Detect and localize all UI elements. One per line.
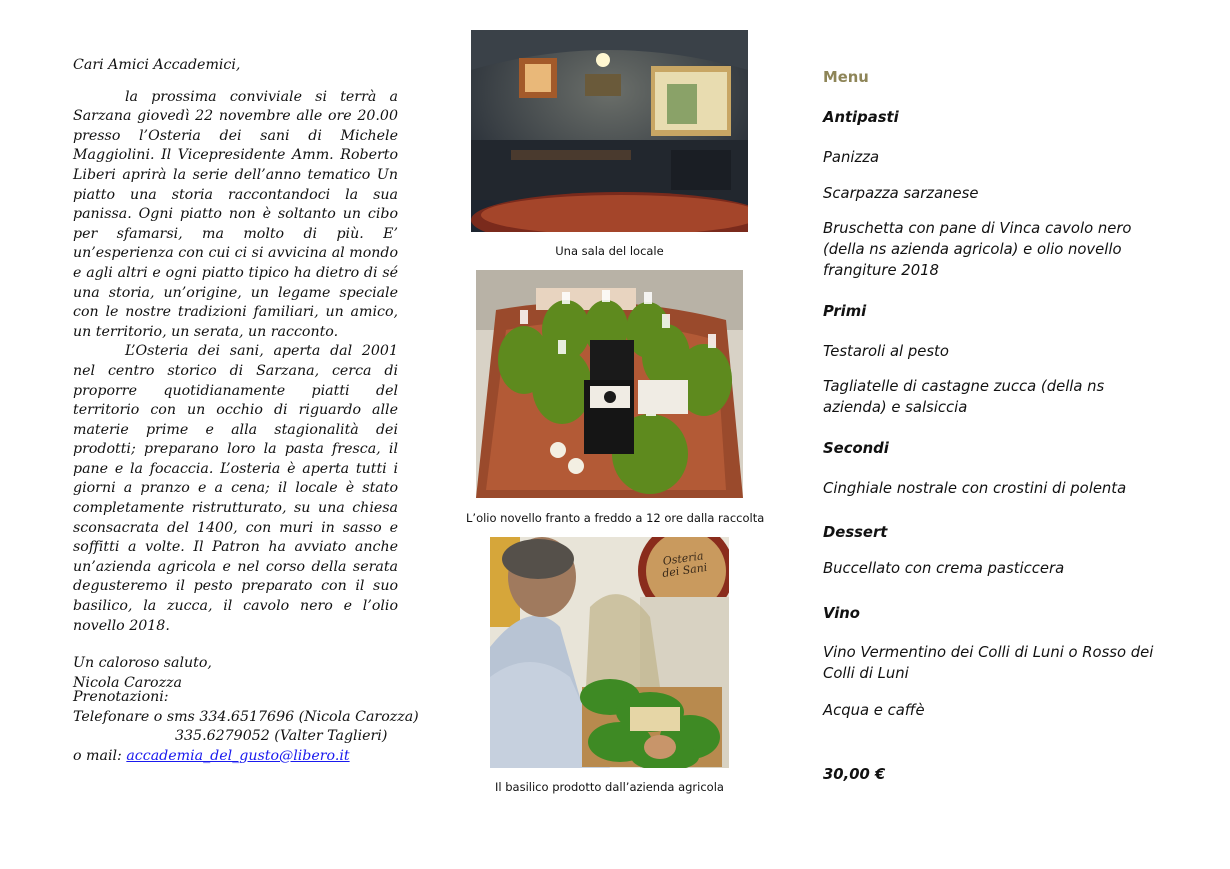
booking-title: Prenotazioni: — [73, 689, 169, 705]
booking-mail-line — [73, 747, 403, 767]
heading-dessert: Dessert — [823, 524, 888, 541]
letter-signature: Nicola Carozza — [73, 674, 182, 691]
menu-item: Tagliatelle di castagne zucca (della ns azienda) e salsiccia — [823, 378, 1105, 416]
booking-phone-2: 335.6279052 (Valter Taglieri) — [175, 728, 388, 745]
menu-item: Testaroli al pesto — [823, 343, 949, 360]
menu-item: Acqua e caffè — [823, 702, 925, 719]
heading-secondi: Secondi — [823, 440, 889, 457]
booking-info — [73, 688, 419, 766]
heading-primi: Primi — [823, 303, 867, 320]
barrel-sign-text: Osteria dei Sani — [661, 549, 709, 581]
photo-olive-oil — [476, 270, 743, 498]
invitation-letter — [73, 56, 398, 693]
menu-item: Bruschetta con pane di Vinca cavolo nero (della ns azienda agricola) e olio novello frangiture 2018 — [823, 220, 1132, 279]
menu-title: Menu — [823, 69, 869, 86]
menu-item: Vino Vermentino dei Colli di Luni o Rosso dei Colli di Luni — [823, 644, 1154, 682]
caption-olive-oil: L’olio novello franto a freddo a 12 ore dalla raccolta — [466, 511, 765, 525]
photo-dining-room — [471, 30, 748, 232]
photo-basil — [490, 537, 729, 768]
letter-paragraph-1: la prossima conviviale si terrà a Sarzana giovedì 22 novembre alle ore 20.00 presso l’Osteria dei sani di Michele Maggiolini. Il Vicepresidente Amm. Roberto Liberi aprirà la serie dell’anno tematico Un piatto una storia raccontandoci la sua panissa. Ogni piatto non è soltanto un cibo per sfamarsi, ma molto di più. E’ un’esperienza con cui ci si avvicina al mondo e agli altri e ogni piatto tipico ha dietro di sé una storia, un’origine, un legame speciale con le nostre tradizioni familiari, un amico, un territorio, un serata, un racconto. — [73, 88, 398, 340]
menu-item: Cinghiale nostrale con crostini di polenta — [823, 480, 1127, 497]
mail-prefix: o mail: — [73, 747, 122, 764]
menu-item: Panizza — [823, 149, 880, 166]
menu-price: 30,00 € — [823, 766, 886, 783]
letter-closing: Un caloroso saluto, — [73, 655, 212, 672]
booking-phone-1: Telefonare o sms 334.6517696 (Nicola Carozza) — [73, 708, 419, 725]
menu-item: Buccellato con crema pasticcera — [823, 560, 1065, 577]
caption-basil: Il basilico prodotto dall’azienda agricola — [495, 780, 724, 794]
letter-greeting: Cari Amici Accademici, — [73, 57, 241, 73]
letter-paragraph-2: L’Osteria dei sani, aperta dal 2001 nel centro storico di Sarzana, cerca di proporre quotidianamente piatti del territorio con un occhio di riguardo alle materie prime e alla stagionalità dei prodotti; preparano loro la pasta fresca, il pane e la focaccia. L’osteria è aperta tutti i giorni a pranzo e a cena; il locale è stato completamente ristrutturato, su una chiesa sconsacrata del 1400, con muri in sasso e soffitti a volte. Il Patron ha avviato anche un’azienda agricola e nel corso della serata degusteremo il pesto preparato con il suo basilico, la zucca, il cavolo nero e l’olio novello 2018. — [73, 343, 398, 634]
email-link[interactable]: accademia_del_gusto@libero.it — [126, 747, 350, 764]
heading-vino: Vino — [823, 605, 860, 622]
menu-item: Scarpazza sarzanese — [823, 185, 979, 202]
heading-antipasti: Antipasti — [823, 109, 899, 126]
caption-dining-room: Una sala del locale — [555, 244, 664, 258]
